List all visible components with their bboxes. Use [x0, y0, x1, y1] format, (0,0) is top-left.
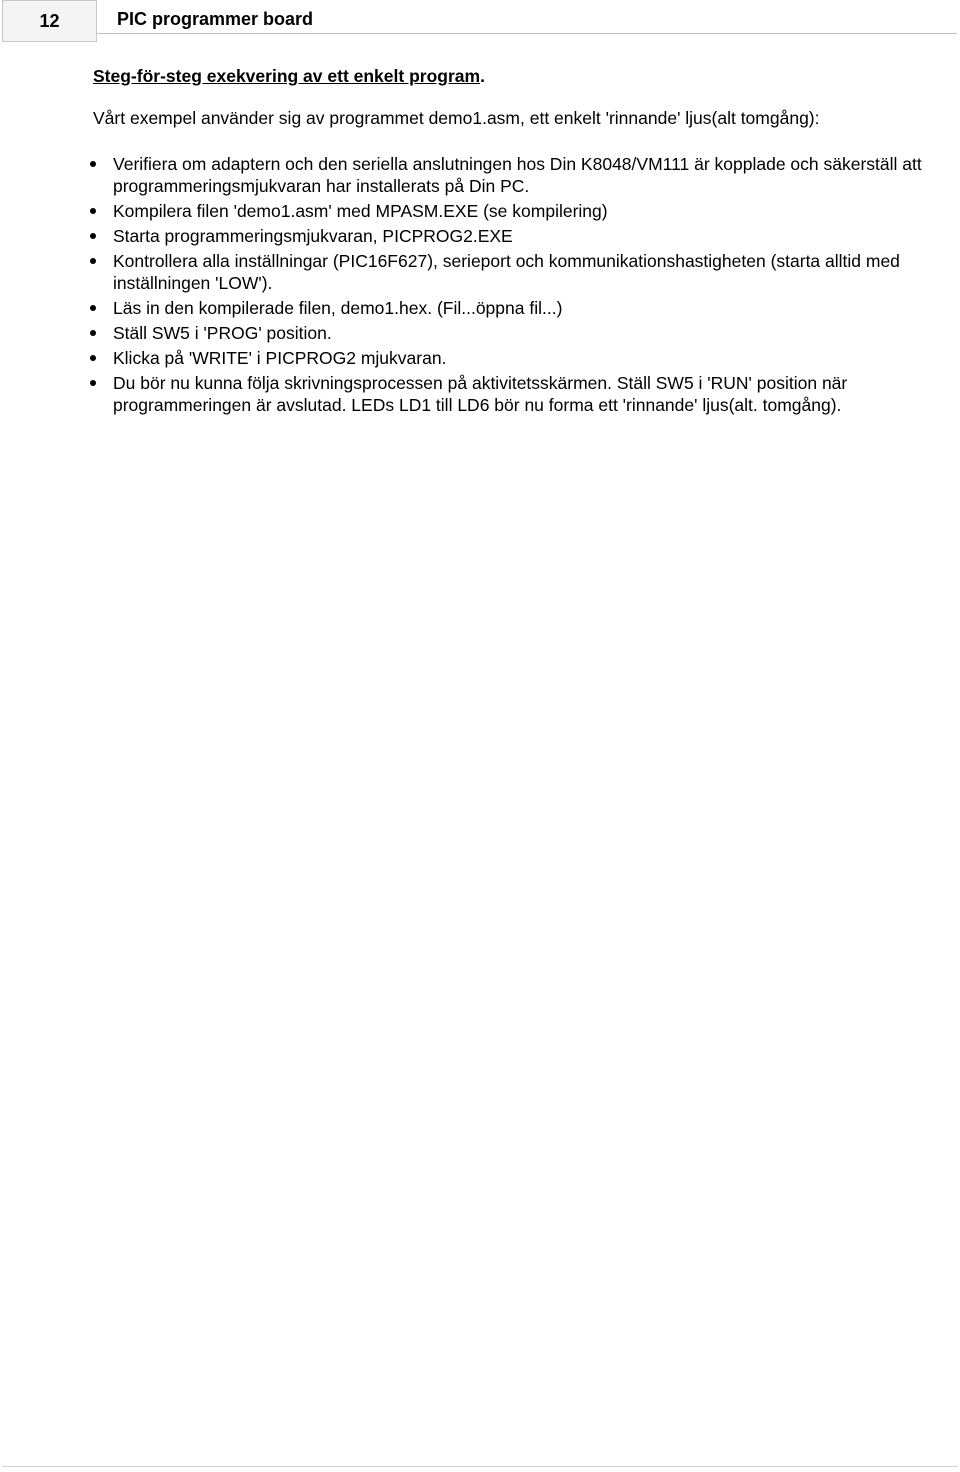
- document-title: PIC programmer board: [117, 9, 314, 29]
- list-item: [93, 225, 955, 247]
- bullet-icon: [90, 161, 96, 167]
- header-divider: [97, 33, 957, 34]
- list-item: [93, 322, 955, 344]
- step-text: Verifiera om adaptern och den seriella anslutningen hos Din K8048/VM111 är kopplade och säkerställ att programmeringsmjukvaran har installerats på Din PC.: [113, 154, 922, 196]
- section-heading: [93, 64, 955, 88]
- list-item: [93, 250, 955, 294]
- list-item: [93, 153, 955, 197]
- page-header: [0, 0, 960, 46]
- step-text: Kontrollera alla inställningar (PIC16F627), serieport och kommunikationshastigheten (starta alltid med inställningen 'LOW').: [113, 251, 900, 293]
- step-text: Starta programmeringsmjukvaran, PICPROG2.EXE: [113, 226, 513, 246]
- step-text: Läs in den kompilerade filen, demo1.hex. (Fil...öppna fil...): [113, 298, 563, 318]
- bullet-icon: [90, 258, 96, 264]
- bullet-icon: [90, 208, 96, 214]
- page-number: 12: [2, 0, 97, 42]
- bullet-icon: [90, 233, 96, 239]
- intro-paragraph: Vårt exempel använder sig av programmet demo1.asm, ett enkelt 'rinnande' ljus(alt tomgång):: [93, 108, 820, 128]
- step-text: Kompilera filen 'demo1.asm' med MPASM.EXE (se kompilering): [113, 201, 608, 221]
- list-item: [93, 200, 955, 222]
- step-text: Ställ SW5 i 'PROG' position.: [113, 323, 332, 343]
- bullet-icon: [90, 380, 96, 386]
- bullet-icon: [90, 305, 96, 311]
- bullet-icon: [90, 355, 96, 361]
- list-item: [93, 297, 955, 319]
- page-content: [93, 64, 955, 419]
- steps-list: [93, 153, 955, 416]
- section-heading-text: Steg-för-steg exekvering av ett enkelt program: [93, 66, 481, 86]
- footer-divider: [2, 1466, 958, 1467]
- bullet-icon: [90, 330, 96, 336]
- section-heading-period: .: [480, 66, 485, 86]
- list-item: [93, 347, 955, 369]
- step-text: Du bör nu kunna följa skrivningsprocessen på aktivitetsskärmen. Ställ SW5 i 'RUN' position när programmeringen är avslutad. LEDs LD1 till LD6 bör nu forma ett 'rinnande' ljus(alt. tomgång).: [113, 373, 848, 415]
- step-text: Klicka på 'WRITE' i PICPROG2 mjukvaran.: [113, 348, 447, 368]
- list-item: [93, 372, 955, 416]
